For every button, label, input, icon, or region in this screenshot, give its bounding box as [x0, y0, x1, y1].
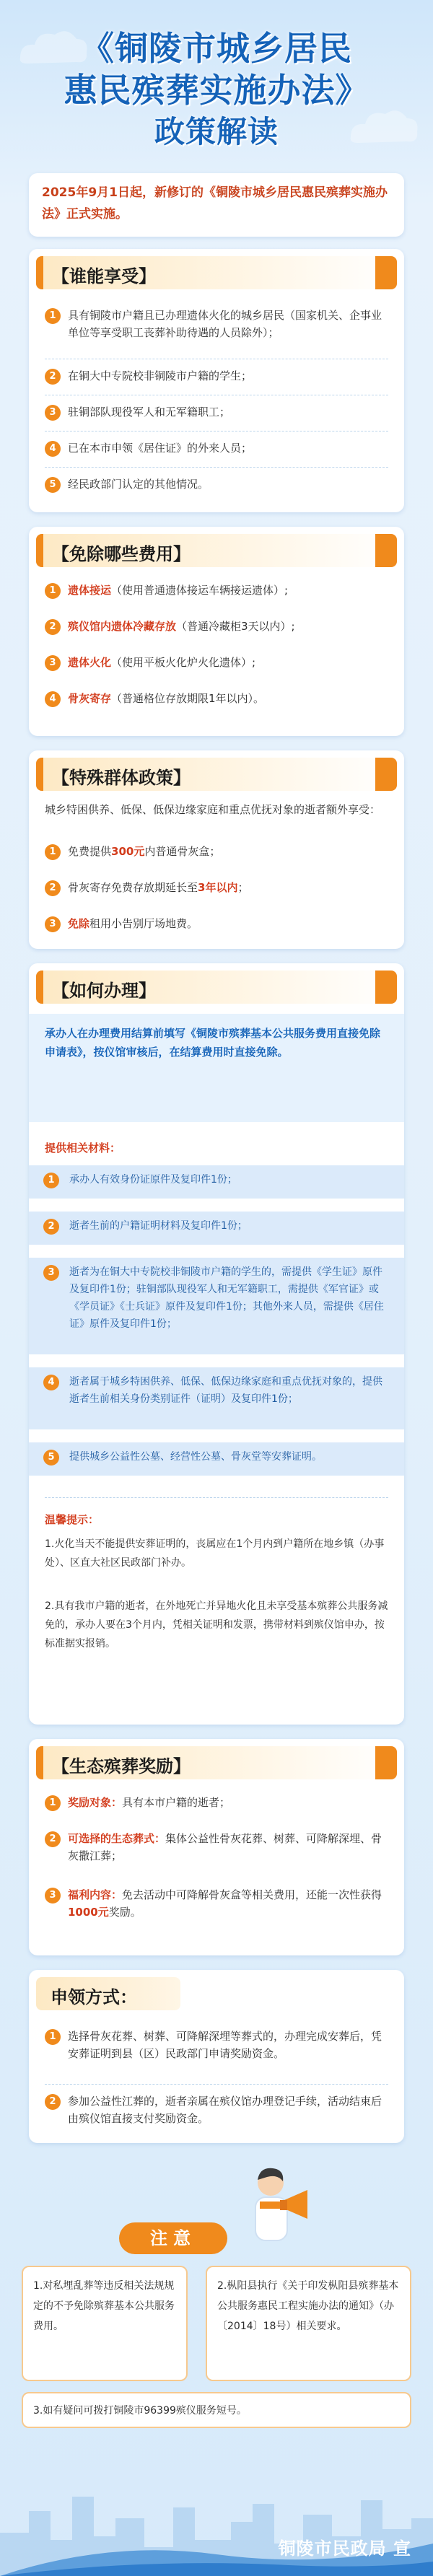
section-header: [36, 1977, 180, 2010]
tips-title: 温馨提示：: [45, 1513, 100, 1526]
section-header: [36, 971, 397, 1004]
materials-title: 提供相关材料：: [45, 1142, 121, 1155]
intro-banner: 2025年9月1日起，新修订的《铜陵市城乡居民惠民殡葬实施办法》正式实施。: [29, 173, 404, 237]
list-item: 2 参加公益性江葬的，逝者亲属在殡仪馆办理登记手续，活动结束后由殡仪馆直接支付奖励资金。: [45, 2093, 388, 2127]
tip-2: 2.具有我市户籍的逝者，在外地死亡并异地火化且未享受基本殡葬公共服务减免的，承办人要在3个月内，凭相关证明和发票，携带材料到殡仪馆申办，按标准据实报销。: [45, 1600, 388, 1650]
tip-1: 1.火化当天不能提供安葬证明的，丧属应在1个月内到户籍所在地乡镇（办事处）、区直大社区民政部门补办。: [45, 1538, 385, 1569]
list-item: 4 骨灰寄存（普通格位存放期限1年以内）。: [45, 690, 388, 707]
section-how: [29, 963, 404, 1725]
section-header: [36, 256, 397, 289]
process-description: 承办人在办理费用结算前填写《铜陵市殡葬基本公共服务费用直接免除申请表》，按仪馆审核后，在结算费用时直接免除。: [29, 1014, 404, 1122]
section-title: 【生态殡葬奖励】: [52, 1756, 191, 1777]
list-item: 1 遗体接运（使用普通遗体接运车辆接运遗体）;: [45, 582, 388, 599]
section-eco: [29, 1739, 404, 1955]
section-special: [29, 750, 404, 949]
list-item: 1 奖励对象：具有本市户籍的逝者；: [45, 1794, 388, 1811]
section-title: 申领方式：: [51, 1987, 137, 2007]
list-item: 2 可选择的生态葬式：集体公益性骨灰花葬、树葬、可降解深埋、骨灰撒江葬；: [45, 1830, 388, 1865]
section-lead: 城乡特困供养、低保、低保边缘家庭和重点优抚对象的逝者额外享受：: [45, 803, 381, 816]
section-title: 【谁能享受】: [52, 266, 156, 286]
list-item: 3 遗体火化（使用平板火化炉火化遗体）;: [45, 654, 388, 671]
section-header: [36, 758, 397, 791]
list-item: 2 骨灰寄存免费存放期延长至3年以内；: [45, 879, 388, 896]
list-item: 3 福利内容：免去活动中可降解骨灰盒等相关费用，还能一次性获得1000元奖励。: [45, 1886, 388, 1921]
title-line-2: 惠民殡葬实施办法》: [64, 71, 369, 110]
section-who: [29, 249, 404, 512]
section-title: 【如何办理】: [52, 981, 156, 1001]
list-item: 1 免费提供300元内普通骨灰盒；: [45, 843, 388, 860]
section-header: [36, 1746, 397, 1779]
footer: [0, 2468, 433, 2576]
list-item: 2 在铜大中专院校非铜陵市户籍的学生；: [45, 367, 388, 385]
notice-tag: 注意: [119, 2222, 227, 2254]
footer-credit: 铜陵市民政局 宣: [278, 2538, 411, 2559]
notice-item-2: 2.枞阳县执行《关于印发枞阳县殡葬基本公共服务惠民工程实施办法的通知》（办〔2014〕18号）相关要求。: [206, 2266, 411, 2381]
section-apply: [29, 1970, 404, 2143]
list-item: 4 已在本市申领《居住证》的外来人员；: [45, 439, 388, 457]
list-item: 2 殡仪馆内遗体冷藏存放（普通冷藏柜3天以内）;: [45, 618, 388, 635]
page-title: [0, 0, 433, 153]
material-item: 2 逝者生前的户籍证明材料及复印件1份；: [29, 1212, 404, 1245]
material-item: 3 逝者为在铜大中专院校非铜陵市户籍的学生的，需提供《学生证》原件及复印件1份；驻铜部队现役军人和无军籍职工，需提供《军官证》或《学员证》《士兵证》原件及复印件1份；其他外来人员，需提供《居住证》原件及复印件1份；: [29, 1258, 404, 1354]
material-item: 1 承办人有效身份证原件及复印件1份；: [29, 1165, 404, 1199]
section-title: 【免除哪些费用】: [52, 544, 191, 564]
section-header: [36, 534, 397, 567]
list-item: 3 驻铜部队现役军人和无军籍职工；: [45, 403, 388, 421]
list-item: 1 选择骨灰花葬、树葬、可降解深埋等葬式的，办理完成安葬后，凭安葬证明到县（区）民政部门申请奖励资金。: [45, 2028, 388, 2062]
city-skyline-icon: [0, 2468, 433, 2576]
person-megaphone-icon: [238, 2161, 318, 2255]
material-item: 4 逝者属于城乡特困供养、低保、低保边缘家庭和重点优抚对象的，提供逝者生前相关身份类别证件（证明）及复印件1份；: [29, 1367, 404, 1429]
section-title: 【特殊群体政策】: [52, 768, 191, 788]
list-item: 3 免除租用小告别厅场地费。: [45, 915, 388, 932]
notice-item-3: 3.如有疑问可拨打铜陵市96399殡仪服务短号。: [22, 2392, 411, 2428]
notice-item-1: 1.对私埋乱葬等违反相关法规规定的不予免除殡葬基本公共服务费用。: [22, 2266, 188, 2381]
material-item: 5 提供城乡公益性公墓、经营性公墓、骨灰堂等安葬证明。: [29, 1442, 404, 1476]
list-item: 5 经民政部门认定的其他情况。: [45, 476, 388, 493]
title-line-1: 《铜陵市城乡居民: [81, 29, 352, 68]
title-line-3: 政策解读: [154, 114, 279, 149]
section-fees: [29, 527, 404, 736]
list-item: 1 具有铜陵市户籍且已办理遗体火化的城乡居民（国家机关、企事业单位等享受职工丧葬补助待遇的人员除外）；: [45, 307, 388, 341]
